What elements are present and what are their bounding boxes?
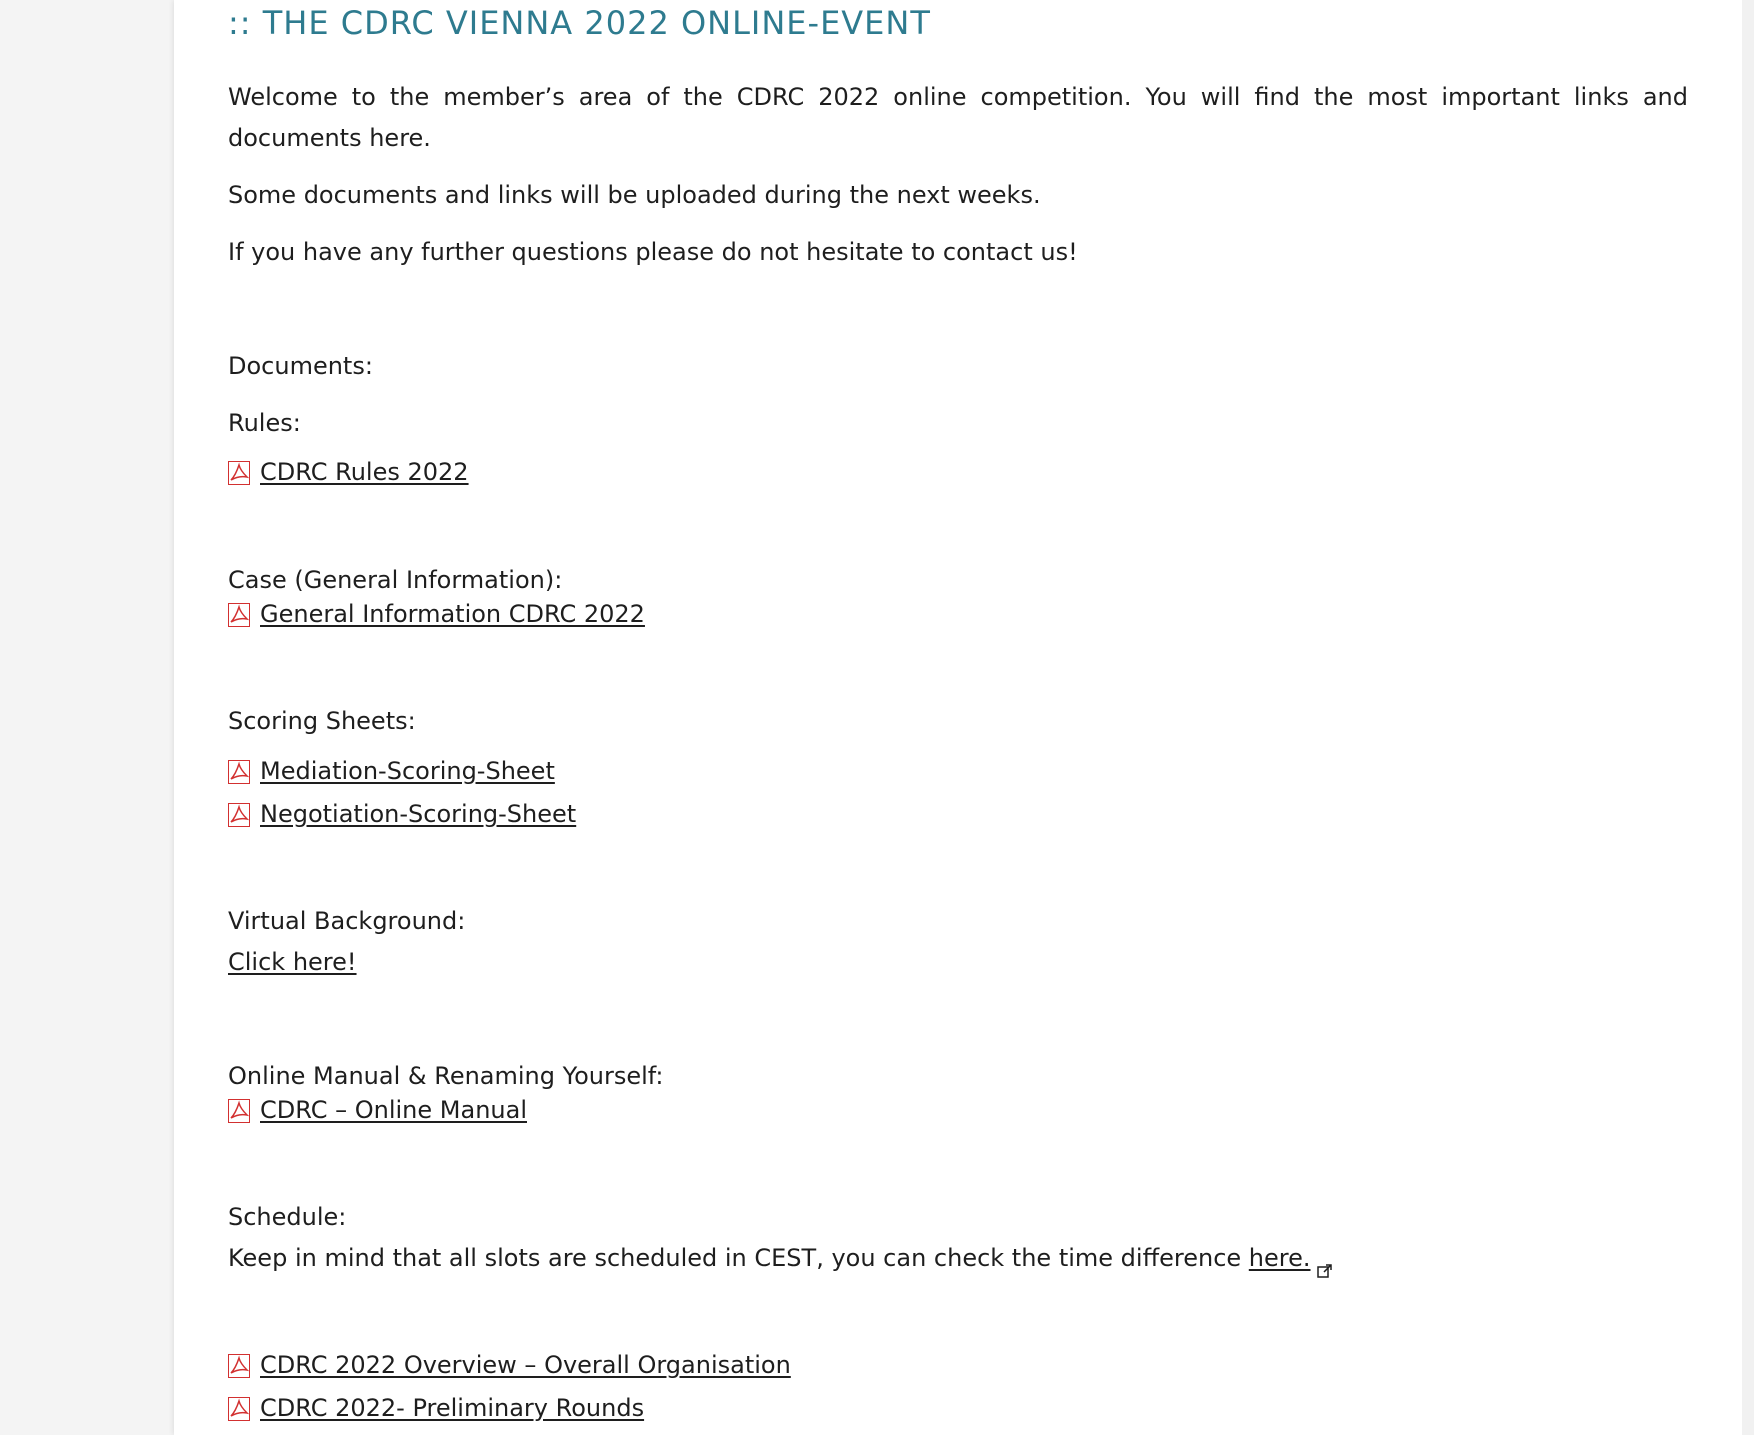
schedule-heading: Schedule: — [228, 1203, 347, 1231]
general-information-link[interactable]: General Information CDRC 2022 — [260, 600, 645, 628]
external-link-icon — [1317, 1251, 1333, 1267]
online-manual-link[interactable]: CDRC – Online Manual — [260, 1096, 527, 1124]
intro-paragraph: Welcome to the member’s area of the CDRC 2022 online competition. You will find the most important links and documents here. — [228, 83, 1688, 152]
documents-label: Documents: — [228, 352, 373, 380]
pdf-icon — [228, 1354, 250, 1378]
pdf-icon — [228, 1099, 250, 1123]
mediation-scoring-sheet-link[interactable]: Mediation-Scoring-Sheet — [260, 757, 555, 785]
document-link-row[interactable] — [228, 751, 555, 792]
preliminary-rounds-link[interactable]: CDRC 2022- Preliminary Rounds — [260, 1394, 645, 1422]
case-heading: Case (General Information): — [228, 566, 563, 594]
negotiation-scoring-sheet-link[interactable]: Negotiation-Scoring-Sheet — [260, 800, 577, 828]
manual-heading: Online Manual & Renaming Yourself: — [228, 1062, 664, 1090]
pdf-icon — [228, 461, 250, 485]
rules-link[interactable]: CDRC Rules 2022 — [260, 458, 469, 486]
document-link-row[interactable] — [228, 594, 645, 635]
time-difference-link[interactable]: here. — [1248, 1244, 1311, 1272]
page-title: :: THE CDRC VIENNA 2022 ONLINE-EVENT — [228, 4, 931, 42]
virtual-background-heading: Virtual Background: — [228, 907, 466, 935]
pdf-icon — [228, 803, 250, 827]
scoring-heading: Scoring Sheets: — [228, 707, 416, 735]
intro-paragraph: Some documents and links will be uploaded during the next weeks. — [228, 181, 1041, 209]
main-content — [174, 0, 1742, 1435]
pdf-icon — [228, 1397, 250, 1421]
overview-organisation-link[interactable]: CDRC 2022 Overview – Overall Organisation — [260, 1351, 791, 1379]
schedule-note — [228, 1238, 1333, 1279]
virtual-background-link[interactable]: Click here! — [228, 948, 357, 976]
scrollbar-track[interactable] — [1742, 0, 1754, 1435]
document-link-row[interactable] — [228, 1388, 644, 1429]
schedule-note-text: Keep in mind that all slots are scheduled in CEST, you can check the time difference — [228, 1244, 1249, 1272]
rules-heading: Rules: — [228, 409, 301, 437]
pdf-icon — [228, 760, 250, 784]
intro-paragraph: If you have any further questions please do not hesitate to contact us! — [228, 238, 1078, 266]
pdf-icon — [228, 603, 250, 627]
document-link-row[interactable] — [228, 1090, 527, 1131]
virtual-background-row — [228, 942, 357, 983]
document-link-row[interactable] — [228, 794, 576, 835]
document-link-row[interactable] — [228, 1345, 791, 1386]
document-link-row[interactable] — [228, 452, 469, 493]
